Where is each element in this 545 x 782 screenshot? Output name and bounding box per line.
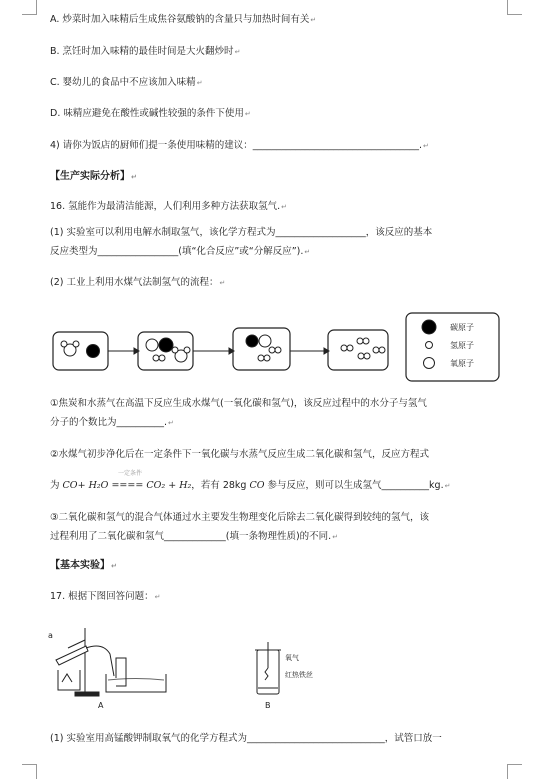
crop-mark-bottom-left xyxy=(22,764,37,779)
option-c: C. 婴幼儿的食品中不应该加入味精↵ xyxy=(50,77,203,88)
reaction-equation: CO+ H₂O ==== CO₂ + H₂ xyxy=(62,480,192,491)
step-1-line2: 分子的个数比为__________.↵ xyxy=(50,417,174,428)
red-hot-wire-label: 红热铁丝 xyxy=(285,671,313,679)
legend-oxygen: 氧原子 xyxy=(450,359,474,368)
apparatus-a-small-label: a xyxy=(48,631,53,640)
water-gas-process-diagram xyxy=(48,308,503,384)
crop-mark-bottom-right xyxy=(507,764,522,779)
oxygen-label: 氧气 xyxy=(285,654,299,662)
option-b: B. 烹饪时加入味精的最佳时间是大火翻炒时↵ xyxy=(50,46,241,57)
apparatus-b-label: B xyxy=(265,701,271,710)
section-production-analysis: 【生产实际分析】↵ xyxy=(50,171,137,182)
question-16-part1-line2: 反应类型为_________________(填“化合反应”或“分解反应”).↵ xyxy=(50,246,311,257)
reaction-condition-label: 一定条件 xyxy=(118,470,143,477)
step-3-line2: 过程利用了二氧化碳和氢气_____________(填一条物理性质)的不同.↵ xyxy=(50,531,339,542)
legend-hydrogen: 氢原子 xyxy=(450,341,474,350)
question-16: 16. 氢能作为最清洁能源，人们利用多种方法获取氢气.↵ xyxy=(50,201,288,212)
question-16-part1-line1: (1) 实验室可以利用电解水制取氢气，该化学方程式为___________________，该反应的基本 xyxy=(50,227,433,238)
apparatus-a-diagram xyxy=(48,620,178,712)
question-17: 17. 根据下图回答问题：↵ xyxy=(50,591,161,602)
stage-3-box xyxy=(233,328,290,370)
option-d: D. 味精应避免在酸性或碱性较强的条件下使用↵ xyxy=(50,108,251,119)
apparatus-a-label: A xyxy=(98,701,104,710)
option-a: A. 炒菜时加入味精后生成焦谷氨酸钠的含量只与加热时间有关↵ xyxy=(50,14,317,25)
step-3-line1: ③二氧化碳和氢气的混合气体通过水主要发生物理变化后除去二氧化碳得到较纯的氢气，该 xyxy=(50,512,430,523)
step-2-line2: 为 CO+ H₂O ==== CO₂ + H₂，若有 28kg CO 参与反应，则可以生成氢气__________kg.↵ xyxy=(50,480,451,491)
question-17-part1: (1) 实验室用高锰酸钾制取氧气的化学方程式为_____________________________，试管口放一 xyxy=(50,733,442,744)
question-16-part2: (2) 工业上利用水煤气法制氢气的流程：↵ xyxy=(50,277,226,288)
step-1-line1: ①焦炭和水蒸气在高温下反应生成水煤气(一氧化碳和氢气)，该反应过程中的水分子与氢气 xyxy=(50,398,427,409)
crop-mark-top-left xyxy=(22,0,37,15)
section-basic-experiment: 【基本实验】↵ xyxy=(50,560,117,571)
crop-mark-top-right xyxy=(507,0,522,15)
step-2-line1: ②水煤气初步净化后在一定条件下一氧化碳与水蒸气反应生成二氧化碳和氢气，反应方程式 xyxy=(50,449,430,460)
apparatus-b-diagram xyxy=(245,640,345,712)
legend-carbon: 碳原子 xyxy=(450,323,474,332)
question-4: 4) 请你为饭店的厨师们提一条使用味精的建议：___________________________________.↵ xyxy=(50,140,429,151)
